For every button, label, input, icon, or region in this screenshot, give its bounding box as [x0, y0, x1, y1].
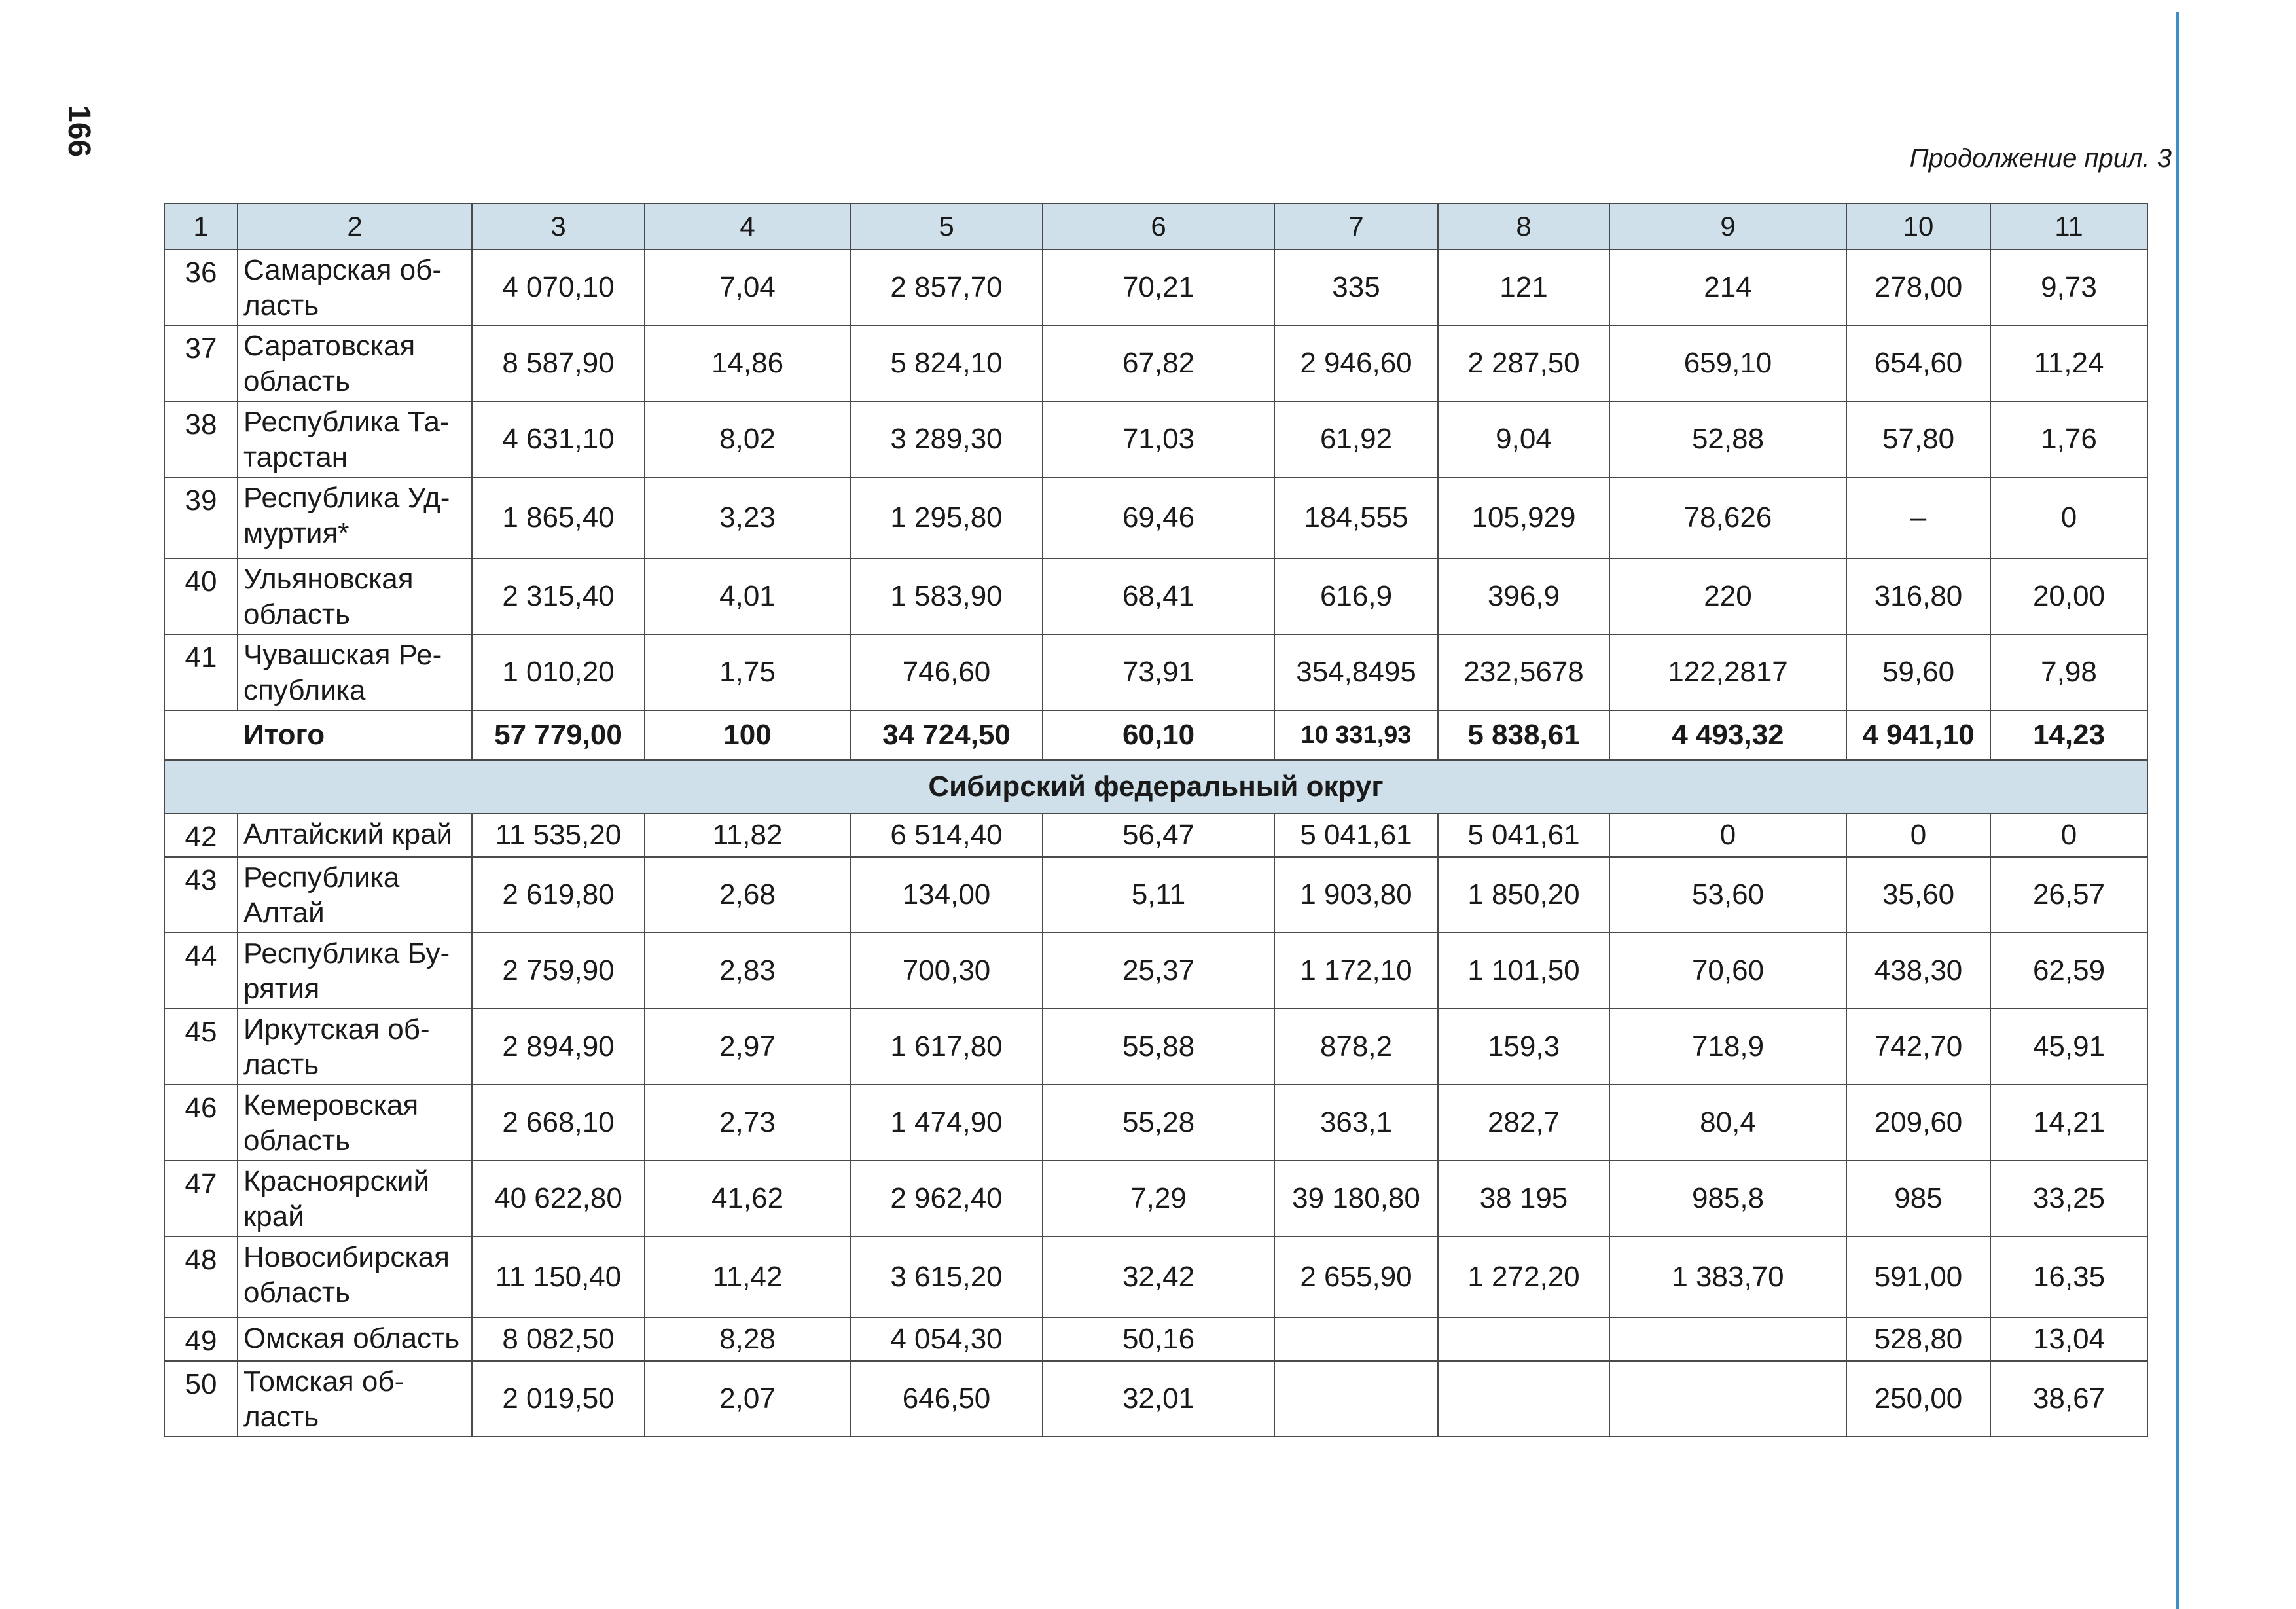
cell-col6: 69,46: [1043, 477, 1274, 558]
total-col4: 100: [645, 710, 850, 760]
cell-col5: 4 054,30: [850, 1318, 1043, 1361]
cell-col9: [1609, 1318, 1846, 1361]
row-number: 48: [164, 1237, 238, 1318]
total-col7: 10 331,93: [1274, 710, 1438, 760]
cell-col5: 1 474,90: [850, 1085, 1043, 1161]
cell-col3: 2 019,50: [472, 1361, 645, 1437]
cell-col7: [1274, 1318, 1438, 1361]
cell-col7: 878,2: [1274, 1009, 1438, 1085]
cell-col9: 80,4: [1609, 1085, 1846, 1161]
column-header: 3: [472, 204, 645, 249]
cell-col10: 654,60: [1846, 325, 1990, 401]
row-number: 42: [164, 814, 238, 857]
cell-col10: –: [1846, 477, 1990, 558]
continuation-note: Продолжение прил. 3: [1909, 144, 2172, 173]
cell-col10: 57,80: [1846, 401, 1990, 477]
cell-col6: 71,03: [1043, 401, 1274, 477]
row-number: 46: [164, 1085, 238, 1161]
cell-col8: 105,929: [1438, 477, 1609, 558]
column-header: 8: [1438, 204, 1609, 249]
total-col3: 57 779,00: [472, 710, 645, 760]
header-row: [164, 204, 2147, 249]
cell-col3: 2 315,40: [472, 558, 645, 634]
column-header: 4: [645, 204, 850, 249]
cell-col8: 1 272,20: [1438, 1237, 1609, 1318]
cell-col11: 1,76: [1990, 401, 2147, 477]
page-number: 166: [62, 105, 96, 158]
cell-col4: 2,68: [645, 857, 850, 933]
cell-col3: 8 082,50: [472, 1318, 645, 1361]
region-name: Республика Та-тарстан: [238, 401, 472, 477]
cell-col6: 5,11: [1043, 857, 1274, 933]
cell-col4: 14,86: [645, 325, 850, 401]
cell-col7: [1274, 1361, 1438, 1437]
cell-col4: 1,75: [645, 634, 850, 710]
cell-col8: 232,5678: [1438, 634, 1609, 710]
table-row: [164, 558, 2147, 634]
cell-col9: 78,626: [1609, 477, 1846, 558]
table-row: [164, 1009, 2147, 1085]
cell-col7: 616,9: [1274, 558, 1438, 634]
cell-col6: 32,42: [1043, 1237, 1274, 1318]
column-header: 5: [850, 204, 1043, 249]
data-table: [164, 203, 2148, 1437]
cell-col7: 1 903,80: [1274, 857, 1438, 933]
column-header: 1: [164, 204, 238, 249]
cell-col11: 13,04: [1990, 1318, 2147, 1361]
cell-col11: 26,57: [1990, 857, 2147, 933]
cell-col7: 184,555: [1274, 477, 1438, 558]
cell-col5: 3 615,20: [850, 1237, 1043, 1318]
table-row: [164, 857, 2147, 933]
cell-col8: [1438, 1318, 1609, 1361]
table-row: [164, 1318, 2147, 1361]
table-row: [164, 1361, 2147, 1437]
region-name: Новосибирская область: [238, 1237, 472, 1318]
cell-col11: 16,35: [1990, 1237, 2147, 1318]
cell-col4: 2,73: [645, 1085, 850, 1161]
cell-col8: 159,3: [1438, 1009, 1609, 1085]
section-row: [164, 760, 2147, 814]
cell-col5: 646,50: [850, 1361, 1043, 1437]
table-row: [164, 634, 2147, 710]
cell-col11: 7,98: [1990, 634, 2147, 710]
cell-col4: 7,04: [645, 249, 850, 325]
cell-col11: 45,91: [1990, 1009, 2147, 1085]
row-number: 40: [164, 558, 238, 634]
table-row: [164, 325, 2147, 401]
cell-col4: 8,02: [645, 401, 850, 477]
region-name: Красноярский край: [238, 1161, 472, 1237]
total-col8: 5 838,61: [1438, 710, 1609, 760]
row-number: 36: [164, 249, 238, 325]
cell-col3: 8 587,90: [472, 325, 645, 401]
row-number: 45: [164, 1009, 238, 1085]
region-name: Кемеровская область: [238, 1085, 472, 1161]
cell-col4: 2,83: [645, 933, 850, 1009]
cell-col6: 55,28: [1043, 1085, 1274, 1161]
cell-col8: 9,04: [1438, 401, 1609, 477]
cell-col9: 122,2817: [1609, 634, 1846, 710]
cell-col4: 41,62: [645, 1161, 850, 1237]
table-row: [164, 249, 2147, 325]
cell-col9: [1609, 1361, 1846, 1437]
cell-col5: 746,60: [850, 634, 1043, 710]
cell-col9: 0: [1609, 814, 1846, 857]
cell-col3: 11 150,40: [472, 1237, 645, 1318]
column-header: 2: [238, 204, 472, 249]
table-row: [164, 933, 2147, 1009]
cell-col9: 985,8: [1609, 1161, 1846, 1237]
cell-col3: 40 622,80: [472, 1161, 645, 1237]
cell-col8: 121: [1438, 249, 1609, 325]
region-name: Томская об-ласть: [238, 1361, 472, 1437]
cell-col6: 68,41: [1043, 558, 1274, 634]
cell-col6: 55,88: [1043, 1009, 1274, 1085]
cell-col6: 50,16: [1043, 1318, 1274, 1361]
cell-col6: 25,37: [1043, 933, 1274, 1009]
table-row: [164, 1237, 2147, 1318]
cell-col9: 659,10: [1609, 325, 1846, 401]
cell-col5: 1 617,80: [850, 1009, 1043, 1085]
region-name: Саратовская область: [238, 325, 472, 401]
table-row: [164, 477, 2147, 558]
cell-col10: 742,70: [1846, 1009, 1990, 1085]
cell-col11: 11,24: [1990, 325, 2147, 401]
table-row: [164, 401, 2147, 477]
cell-col7: 39 180,80: [1274, 1161, 1438, 1237]
cell-col10: 59,60: [1846, 634, 1990, 710]
cell-col11: 33,25: [1990, 1161, 2147, 1237]
cell-col8: 38 195: [1438, 1161, 1609, 1237]
cell-col10: 209,60: [1846, 1085, 1990, 1161]
cell-col6: 56,47: [1043, 814, 1274, 857]
row-number: 38: [164, 401, 238, 477]
region-name: Самарская об-ласть: [238, 249, 472, 325]
cell-col10: 528,80: [1846, 1318, 1990, 1361]
cell-col3: 2 894,90: [472, 1009, 645, 1085]
cell-col3: 1 865,40: [472, 477, 645, 558]
cell-col8: 5 041,61: [1438, 814, 1609, 857]
cell-col10: 250,00: [1846, 1361, 1990, 1437]
total-col5: 34 724,50: [850, 710, 1043, 760]
total-label: Итого: [164, 710, 472, 760]
cell-col11: 0: [1990, 814, 2147, 857]
table-row: [164, 1161, 2147, 1237]
total-col11: 14,23: [1990, 710, 2147, 760]
region-name: Омская область: [238, 1318, 472, 1361]
cell-col9: 718,9: [1609, 1009, 1846, 1085]
region-name: Ульяновская область: [238, 558, 472, 634]
cell-col3: 2 668,10: [472, 1085, 645, 1161]
cell-col4: 11,82: [645, 814, 850, 857]
cell-col7: 354,8495: [1274, 634, 1438, 710]
cell-col10: 0: [1846, 814, 1990, 857]
row-number: 49: [164, 1318, 238, 1361]
cell-col10: 278,00: [1846, 249, 1990, 325]
cell-col6: 73,91: [1043, 634, 1274, 710]
cell-col11: 9,73: [1990, 249, 2147, 325]
cell-col9: 52,88: [1609, 401, 1846, 477]
cell-col6: 32,01: [1043, 1361, 1274, 1437]
total-col9: 4 493,32: [1609, 710, 1846, 760]
cell-col5: 1 295,80: [850, 477, 1043, 558]
cell-col4: 11,42: [645, 1237, 850, 1318]
cell-col9: 1 383,70: [1609, 1237, 1846, 1318]
total-col10: 4 941,10: [1846, 710, 1990, 760]
cell-col11: 20,00: [1990, 558, 2147, 634]
cell-col6: 7,29: [1043, 1161, 1274, 1237]
cell-col8: 396,9: [1438, 558, 1609, 634]
table-row: [164, 814, 2147, 857]
cell-col10: 985: [1846, 1161, 1990, 1237]
table-row: [164, 1085, 2147, 1161]
cell-col5: 5 824,10: [850, 325, 1043, 401]
total-row: [164, 710, 2147, 760]
cell-col11: 14,21: [1990, 1085, 2147, 1161]
cell-col7: 5 041,61: [1274, 814, 1438, 857]
cell-col11: 38,67: [1990, 1361, 2147, 1437]
cell-col7: 1 172,10: [1274, 933, 1438, 1009]
column-header: 6: [1043, 204, 1274, 249]
side-rule: [2176, 12, 2179, 1609]
cell-col4: 3,23: [645, 477, 850, 558]
cell-col5: 2 857,70: [850, 249, 1043, 325]
cell-col8: 1 101,50: [1438, 933, 1609, 1009]
row-number: 47: [164, 1161, 238, 1237]
region-name: Алтайский край: [238, 814, 472, 857]
cell-col7: 2 946,60: [1274, 325, 1438, 401]
cell-col10: 316,80: [1846, 558, 1990, 634]
cell-col9: 53,60: [1609, 857, 1846, 933]
cell-col4: 2,07: [645, 1361, 850, 1437]
cell-col6: 67,82: [1043, 325, 1274, 401]
cell-col5: 134,00: [850, 857, 1043, 933]
cell-col4: 2,97: [645, 1009, 850, 1085]
cell-col3: 2 619,80: [472, 857, 645, 933]
cell-col4: 8,28: [645, 1318, 850, 1361]
column-header: 10: [1846, 204, 1990, 249]
cell-col9: 70,60: [1609, 933, 1846, 1009]
cell-col11: 0: [1990, 477, 2147, 558]
cell-col3: 1 010,20: [472, 634, 645, 710]
cell-col5: 6 514,40: [850, 814, 1043, 857]
cell-col5: 3 289,30: [850, 401, 1043, 477]
cell-col3: 11 535,20: [472, 814, 645, 857]
cell-col7: 2 655,90: [1274, 1237, 1438, 1318]
cell-col11: 62,59: [1990, 933, 2147, 1009]
cell-col10: 35,60: [1846, 857, 1990, 933]
cell-col3: 4 070,10: [472, 249, 645, 325]
cell-col7: 61,92: [1274, 401, 1438, 477]
cell-col5: 1 583,90: [850, 558, 1043, 634]
cell-col5: 700,30: [850, 933, 1043, 1009]
cell-col9: 220: [1609, 558, 1846, 634]
column-header: 7: [1274, 204, 1438, 249]
row-number: 44: [164, 933, 238, 1009]
region-name: Республика Бу-рятия: [238, 933, 472, 1009]
cell-col8: [1438, 1361, 1609, 1437]
row-number: 41: [164, 634, 238, 710]
cell-col9: 214: [1609, 249, 1846, 325]
column-header: 9: [1609, 204, 1846, 249]
cell-col8: 1 850,20: [1438, 857, 1609, 933]
cell-col7: 335: [1274, 249, 1438, 325]
cell-col3: 2 759,90: [472, 933, 645, 1009]
cell-col10: 591,00: [1846, 1237, 1990, 1318]
row-number: 37: [164, 325, 238, 401]
region-name: Иркутская об-ласть: [238, 1009, 472, 1085]
region-name: Чувашская Ре-спублика: [238, 634, 472, 710]
region-name: Республика Алтай: [238, 857, 472, 933]
total-col6: 60,10: [1043, 710, 1274, 760]
row-number: 39: [164, 477, 238, 558]
row-number: 50: [164, 1361, 238, 1437]
cell-col8: 2 287,50: [1438, 325, 1609, 401]
cell-col4: 4,01: [645, 558, 850, 634]
cell-col7: 363,1: [1274, 1085, 1438, 1161]
section-title: Сибирский федеральный округ: [164, 760, 2147, 814]
cell-col10: 438,30: [1846, 933, 1990, 1009]
cell-col5: 2 962,40: [850, 1161, 1043, 1237]
cell-col3: 4 631,10: [472, 401, 645, 477]
column-header: 11: [1990, 204, 2147, 249]
cell-col6: 70,21: [1043, 249, 1274, 325]
cell-col8: 282,7: [1438, 1085, 1609, 1161]
row-number: 43: [164, 857, 238, 933]
region-name: Республика Уд-муртия*: [238, 477, 472, 558]
